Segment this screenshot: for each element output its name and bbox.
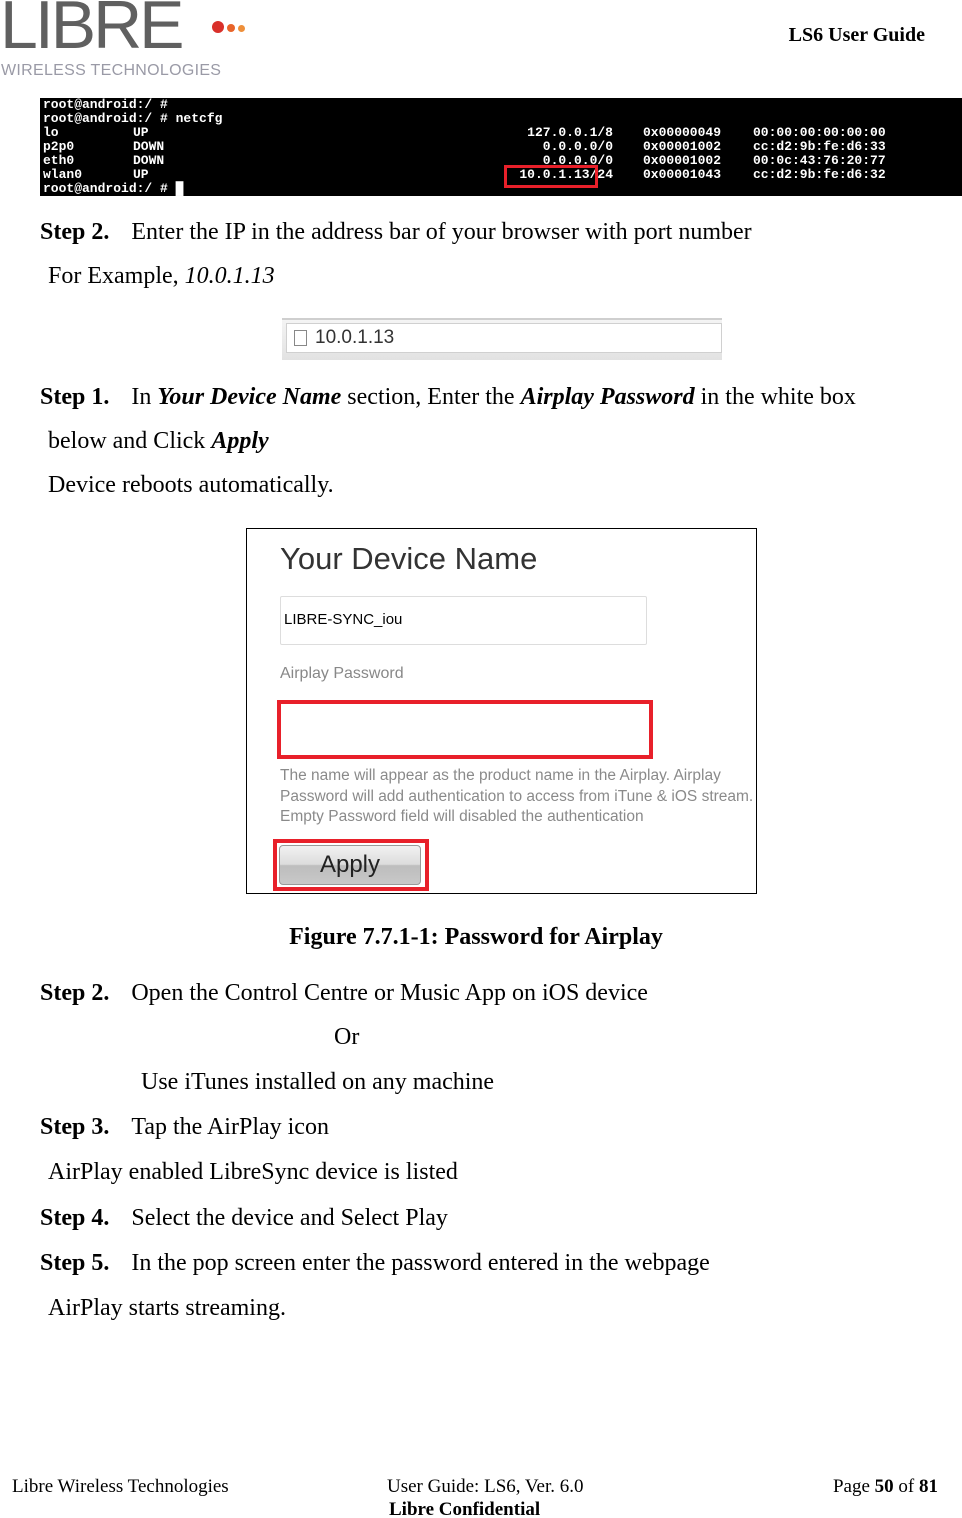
itunes-alternative: Use iTunes installed on any machine xyxy=(141,1069,495,1095)
footer-confidential: Libre Confidential xyxy=(389,1499,541,1518)
step-4: Step 4. Select the device and Select Play xyxy=(40,1205,448,1231)
terminal-prompt: root@android:/ # █ xyxy=(43,181,184,196)
step-1-line3: Device reboots automatically. xyxy=(48,472,334,498)
header-title: LS6 User Guide xyxy=(788,24,925,46)
logo: LIBRE xyxy=(0,0,182,63)
footer-guide: User Guide: LS6, Ver. 6.0 xyxy=(387,1476,584,1497)
figure-caption: Figure 7.7.1-1: Password for Airplay xyxy=(289,924,663,950)
apply-button[interactable]: Apply xyxy=(279,845,421,885)
terminal-ip: 0.0.0.0/0 xyxy=(542,153,613,168)
page-icon xyxy=(294,330,307,346)
terminal-flags: 0x00001002 xyxy=(643,153,722,168)
apply-highlight xyxy=(273,839,429,891)
terminal-screenshot xyxy=(40,98,962,196)
terminal-command: root@android:/ # netcfg xyxy=(43,111,223,126)
terminal-mac: cc:d2:9b:fe:d6:33 xyxy=(753,139,886,154)
terminal-mac: 00:0c:43:76:20:77 xyxy=(753,153,886,168)
step-3-note: AirPlay enabled LibreSync device is listed xyxy=(48,1159,458,1185)
airplay-password-label: Airplay Password xyxy=(280,665,404,682)
terminal-line: root@android:/ # xyxy=(43,98,168,112)
help-text: The name will appear as the product name in the Airplay. Airplay Password will add authentication to access from iTune & iOS stream. Empty Password field will disabled the authentication xyxy=(280,767,754,825)
step-2-open-app: Step 2. Open the Control Centre or Music App on iOS device xyxy=(40,980,648,1006)
logo-dot xyxy=(238,25,245,32)
terminal-flags: 0x00000049 xyxy=(643,125,722,140)
step-3: Step 3. Tap the AirPlay icon xyxy=(40,1114,329,1140)
logo-dot xyxy=(212,21,224,33)
step-1-instructions: Step 1. In Your Device Name section, Enter the Airplay Password in the white box xyxy=(40,384,856,410)
step-5-note: AirPlay starts streaming. xyxy=(48,1295,286,1321)
terminal-ip: 0.0.0.0/0 xyxy=(542,139,613,154)
terminal-ip: 10.0.1.13/24 xyxy=(519,167,613,182)
footer-company: Libre Wireless Technologies xyxy=(12,1476,229,1497)
step-5: Step 5. In the pop screen enter the password entered in the webpage xyxy=(40,1250,710,1276)
terminal-flags: 0x00001043 xyxy=(643,167,722,182)
terminal-name: wlan0 xyxy=(43,167,83,182)
footer-page: Page 50 of 81 xyxy=(832,1476,938,1497)
terminal-state: DOWN xyxy=(133,153,165,168)
step-1-line2: below and Click Apply xyxy=(48,428,269,454)
panel-title: Your Device Name xyxy=(280,541,538,576)
browser-address-bar xyxy=(282,318,722,360)
airplay-password-input[interactable] xyxy=(277,700,653,759)
example-line: For Example, 10.0.1.13 xyxy=(48,263,275,289)
terminal-ip: 127.0.0.1/8 xyxy=(527,125,613,140)
terminal-state: UP xyxy=(133,167,149,182)
or-text: Or xyxy=(334,1024,360,1050)
device-name-panel xyxy=(246,528,757,894)
terminal-mac: cc:d2:9b:fe:d6:32 xyxy=(753,167,886,182)
terminal-name: eth0 xyxy=(43,153,75,168)
step-2-enter-ip: Step 2. Enter the IP in the address bar of your browser with port number xyxy=(40,219,752,245)
logo-subtitle: WIRELESS TECHNOLOGIES xyxy=(1,62,222,79)
address-input[interactable]: 10.0.1.13 xyxy=(286,323,722,353)
ip-highlight xyxy=(504,165,598,188)
terminal-mac: 00:00:00:00:00:00 xyxy=(753,125,886,140)
logo-dot xyxy=(227,24,235,32)
terminal-state: UP xyxy=(133,125,149,140)
terminal-flags: 0x00001002 xyxy=(643,139,722,154)
terminal-name: lo xyxy=(43,125,59,140)
terminal-state: DOWN xyxy=(133,139,165,154)
terminal-name: p2p0 xyxy=(43,139,75,154)
device-name-input[interactable]: LIBRE-SYNC_iou xyxy=(280,596,647,645)
